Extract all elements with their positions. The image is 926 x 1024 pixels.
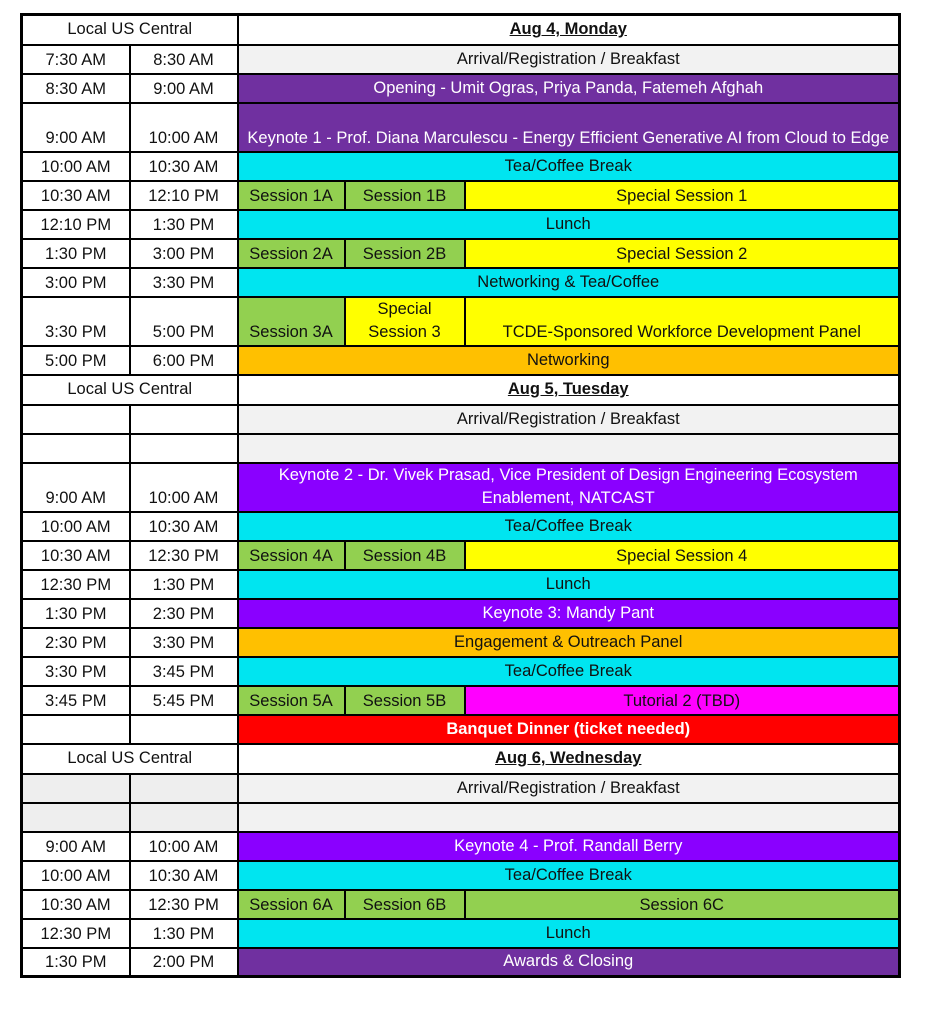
event-keynote-2-dr-vivek-prasad-vice-president-of-design-engineering-ecosystem-enablement-natcast: Keynote 2 - Dr. Vivek Prasad, Vice President of Design Engineering Ecosystem Enablement, NATCAST — [238, 463, 900, 512]
schedule-row — [22, 346, 900, 375]
event-tutorial-2-tbd: Tutorial 2 (TBD) — [465, 686, 900, 715]
end-time: 3:30 PM — [130, 628, 238, 657]
schedule-row — [22, 832, 900, 861]
event-engagement-outreach-panel: Engagement & Outreach Panel — [238, 628, 900, 657]
event-session-5b: Session 5B — [345, 686, 465, 715]
start-time: 10:00 AM — [22, 861, 130, 890]
end-time: 10:00 AM — [130, 832, 238, 861]
end-time: 10:00 AM — [130, 103, 238, 152]
schedule-row — [22, 239, 900, 268]
start-time: 3:30 PM — [22, 657, 130, 686]
end-time: 12:10 PM — [130, 181, 238, 210]
event-session-2a: Session 2A — [238, 239, 345, 268]
schedule-row — [22, 268, 900, 297]
end-time: 10:30 AM — [130, 861, 238, 890]
day-title: Aug 5, Tuesday — [238, 375, 900, 405]
event-session-4a: Session 4A — [238, 541, 345, 570]
end-time: 12:30 PM — [130, 541, 238, 570]
start-time: 2:30 PM — [22, 628, 130, 657]
schedule-row — [22, 919, 900, 948]
schedule-row — [22, 686, 900, 715]
start-time: 10:30 AM — [22, 890, 130, 919]
event-session-3a: Session 3A — [238, 297, 345, 346]
end-time: 6:00 PM — [130, 346, 238, 375]
start-time: 3:45 PM — [22, 686, 130, 715]
event-empty — [238, 803, 900, 832]
end-time: 10:30 AM — [130, 512, 238, 541]
schedule-table — [20, 13, 901, 978]
day-header-row — [22, 15, 900, 45]
end-time — [130, 803, 238, 832]
event-session-2b: Session 2B — [345, 239, 465, 268]
event-empty — [238, 434, 900, 463]
event-lunch: Lunch — [238, 919, 900, 948]
event-networking-tea-coffee: Networking & Tea/Coffee — [238, 268, 900, 297]
event-lunch: Lunch — [238, 570, 900, 599]
event-networking: Networking — [238, 346, 900, 375]
event-special-session-4: Special Session 4 — [465, 541, 900, 570]
event-opening-umit-ogras-priya-panda-fatemeh-afghah: Opening - Umit Ogras, Priya Panda, Fatemeh Afghah — [238, 74, 900, 103]
start-time: 3:00 PM — [22, 268, 130, 297]
event-tea-coffee-break: Tea/Coffee Break — [238, 152, 900, 181]
end-time — [130, 774, 238, 803]
event-tea-coffee-break: Tea/Coffee Break — [238, 657, 900, 686]
schedule-row — [22, 599, 900, 628]
timezone-label: Local US Central — [22, 744, 238, 774]
start-time: 10:30 AM — [22, 541, 130, 570]
end-time: 1:30 PM — [130, 210, 238, 239]
day-title: Aug 6, Wednesday — [238, 744, 900, 774]
event-awards-closing: Awards & Closing — [238, 948, 900, 977]
start-time: 9:00 AM — [22, 463, 130, 512]
schedule-row — [22, 297, 900, 346]
end-time: 5:45 PM — [130, 686, 238, 715]
event-tea-coffee-break: Tea/Coffee Break — [238, 861, 900, 890]
event-banquet-dinner-ticket-needed: Banquet Dinner (ticket needed) — [238, 715, 900, 744]
schedule-row — [22, 74, 900, 103]
start-time: 1:30 PM — [22, 599, 130, 628]
end-time: 12:30 PM — [130, 890, 238, 919]
event-special-session-3: Special Session 3 — [345, 297, 465, 346]
start-time: 3:30 PM — [22, 297, 130, 346]
start-time — [22, 715, 130, 744]
schedule-row — [22, 861, 900, 890]
event-arrival-registration-breakfast: Arrival/Registration / Breakfast — [238, 45, 900, 74]
event-session-4b: Session 4B — [345, 541, 465, 570]
start-time: 10:00 AM — [22, 152, 130, 181]
start-time: 8:30 AM — [22, 74, 130, 103]
start-time: 7:30 AM — [22, 45, 130, 74]
day-title: Aug 4, Monday — [238, 15, 900, 45]
timezone-label: Local US Central — [22, 375, 238, 405]
schedule-row — [22, 570, 900, 599]
start-time: 12:30 PM — [22, 570, 130, 599]
day-header-row — [22, 375, 900, 405]
start-time — [22, 405, 130, 434]
schedule-row — [22, 103, 900, 152]
end-time: 2:30 PM — [130, 599, 238, 628]
start-time — [22, 774, 130, 803]
end-time — [130, 405, 238, 434]
end-time: 3:00 PM — [130, 239, 238, 268]
event-special-session-2: Special Session 2 — [465, 239, 900, 268]
start-time: 12:30 PM — [22, 919, 130, 948]
schedule-row — [22, 45, 900, 74]
start-time — [22, 803, 130, 832]
end-time: 3:30 PM — [130, 268, 238, 297]
event-session-1b: Session 1B — [345, 181, 465, 210]
event-keynote-1-prof-diana-marculescu-energy-efficient-generative-ai-from-cloud-to-edge: Keynote 1 - Prof. Diana Marculescu - Energy Efficient Generative AI from Cloud to Edge — [238, 103, 900, 152]
timezone-label: Local US Central — [22, 15, 238, 45]
schedule-row — [22, 948, 900, 977]
end-time — [130, 715, 238, 744]
event-tcde-sponsored-workforce-development-panel: TCDE-Sponsored Workforce Development Panel — [465, 297, 900, 346]
event-special-session-1: Special Session 1 — [465, 181, 900, 210]
schedule-row — [22, 657, 900, 686]
schedule-row — [22, 181, 900, 210]
end-time: 10:30 AM — [130, 152, 238, 181]
schedule-row — [22, 152, 900, 181]
day-header-row — [22, 744, 900, 774]
schedule-row — [22, 512, 900, 541]
start-time: 1:30 PM — [22, 239, 130, 268]
event-session-5a: Session 5A — [238, 686, 345, 715]
schedule-row — [22, 890, 900, 919]
end-time: 3:45 PM — [130, 657, 238, 686]
event-tea-coffee-break: Tea/Coffee Break — [238, 512, 900, 541]
end-time: 1:30 PM — [130, 570, 238, 599]
start-time: 1:30 PM — [22, 948, 130, 977]
event-arrival-registration-breakfast: Arrival/Registration / Breakfast — [238, 405, 900, 434]
schedule-body — [22, 15, 900, 977]
event-session-1a: Session 1A — [238, 181, 345, 210]
start-time: 10:30 AM — [22, 181, 130, 210]
start-time: 12:10 PM — [22, 210, 130, 239]
schedule-row — [22, 463, 900, 512]
end-time — [130, 434, 238, 463]
end-time: 1:30 PM — [130, 919, 238, 948]
end-time: 2:00 PM — [130, 948, 238, 977]
schedule-row — [22, 628, 900, 657]
schedule-row — [22, 803, 900, 832]
schedule-row — [22, 541, 900, 570]
start-time — [22, 434, 130, 463]
start-time: 9:00 AM — [22, 832, 130, 861]
event-session-6b: Session 6B — [345, 890, 465, 919]
event-keynote-4-prof-randall-berry: Keynote 4 - Prof. Randall Berry — [238, 832, 900, 861]
start-time: 10:00 AM — [22, 512, 130, 541]
event-session-6a: Session 6A — [238, 890, 345, 919]
start-time: 9:00 AM — [22, 103, 130, 152]
event-arrival-registration-breakfast: Arrival/Registration / Breakfast — [238, 774, 900, 803]
schedule-row — [22, 774, 900, 803]
schedule-row — [22, 715, 900, 744]
schedule-row — [22, 210, 900, 239]
start-time: 5:00 PM — [22, 346, 130, 375]
end-time: 10:00 AM — [130, 463, 238, 512]
event-lunch: Lunch — [238, 210, 900, 239]
schedule-row — [22, 405, 900, 434]
event-session-6c: Session 6C — [465, 890, 900, 919]
schedule-row — [22, 434, 900, 463]
event-keynote-3-mandy-pant: Keynote 3: Mandy Pant — [238, 599, 900, 628]
end-time: 8:30 AM — [130, 45, 238, 74]
end-time: 9:00 AM — [130, 74, 238, 103]
end-time: 5:00 PM — [130, 297, 238, 346]
